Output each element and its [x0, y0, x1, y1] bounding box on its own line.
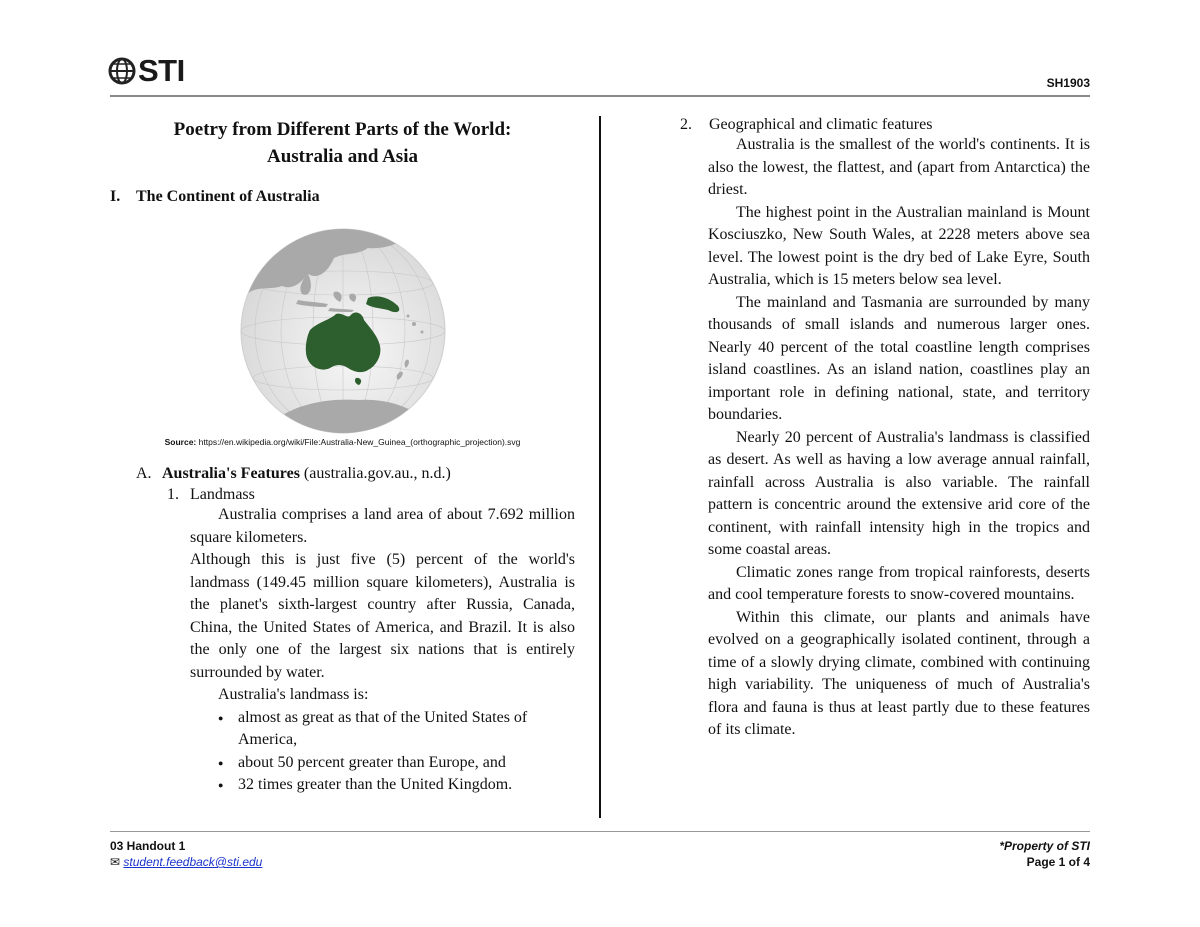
- paragraph: Nearly 20 percent of Australia's landmass is classified as desert. As well as having a low average annual rainfall, rainfall across Australia is also variable. The rainfall pattern is concentric around the extensive arid core of the continent, with rainfall intensity high in the tropics and some coastal areas.: [708, 428, 1090, 558]
- paragraph: Australia comprises a land area of about 7.692 million square kilometers.: [190, 506, 575, 546]
- header-rule: [110, 95, 1090, 97]
- footer-rule: [110, 831, 1090, 832]
- right-column: [680, 116, 1090, 742]
- envelope-icon: ✉: [110, 855, 121, 869]
- document-code: SH1903: [1046, 76, 1090, 90]
- property-label: *Property of STI: [999, 839, 1090, 853]
- australia-globe-image: [238, 228, 448, 434]
- left-column: [110, 116, 575, 797]
- subsection-heading: A. Australia's Features (australia.gov.au., n.d.): [136, 465, 451, 482]
- feedback-email-link[interactable]: student.feedback@sti.edu: [123, 855, 263, 869]
- bullet-item: ● about 50 percent greater than Europe, and: [218, 752, 575, 775]
- column-divider: [599, 116, 601, 818]
- list-item-geography: 2. Geographical and climatic features: [680, 116, 933, 133]
- logo-text: STI: [138, 53, 185, 88]
- sti-logo: [108, 54, 185, 88]
- handout-label: 03 Handout 1: [110, 839, 186, 853]
- paragraph: Within this climate, our plants and animals have evolved on a geographically isolated continent, through a time of a slowly drying climate, combined with continuing high variability. The uniqueness of much of Australia's flora and fauna is thus at least partly due to these features of its climate.: [708, 608, 1090, 738]
- image-source: Source: https://en.wikipedia.org/wiki/File:Australia-New_Guinea_(orthographic_projection).svg: [164, 437, 521, 447]
- paragraph: Australia is the smallest of the world's continents. It is also the lowest, the flattest, and (apart from Antarctica) the driest.: [708, 136, 1090, 198]
- paragraph: Climatic zones range from tropical rainforests, deserts and cool temperature forests to snow-covered mountains.: [708, 563, 1090, 603]
- paragraph: Although this is just five (5) percent of the world's landmass (149.45 million square kilometers), Australia is the planet's sixth-largest country after Russia, Canada, China, the United States of America, and Brazil. It is also the only one of the largest six nations that is entirely surrounded by water.: [190, 551, 575, 681]
- globe-figure: [110, 228, 575, 434]
- bullet-list: [218, 707, 575, 797]
- paragraph: The highest point in the Australian mainland is Mount Kosciuszko, New South Wales, at 2228 meters above sea level. The lowest point is the dry bed of Lake Eyre, South Australia, which is 15 meters below sea level.: [708, 203, 1090, 288]
- bullet-item: ● almost as great as that of the United States of America,: [218, 707, 575, 752]
- globe-logo-icon: [108, 54, 136, 88]
- page-title: Poetry from Different Parts of the World: Australia and Asia: [173, 119, 512, 167]
- paragraph: Australia's landmass is:: [218, 686, 369, 703]
- list-item-landmass: 1. Landmass: [167, 486, 255, 503]
- bullet-item: ● 32 times greater than the United Kingdom.: [218, 774, 575, 797]
- footer-left: [110, 838, 262, 870]
- source-url: https://en.wikipedia.org/wiki/File:Australia-New_Guinea_(orthographic_projection).svg: [198, 437, 521, 447]
- page-number: Page 1 of 4: [1026, 855, 1090, 869]
- footer-right: [999, 838, 1090, 870]
- paragraph: The mainland and Tasmania are surrounded by many thousands of small islands and numerous larger ones. Nearly 40 percent of the total coastline length comprises island coastlines. As an island nation, coastlines play an important role in defining national, state, and territory boundaries.: [708, 293, 1090, 423]
- section-heading: I. The Continent of Australia: [110, 188, 320, 205]
